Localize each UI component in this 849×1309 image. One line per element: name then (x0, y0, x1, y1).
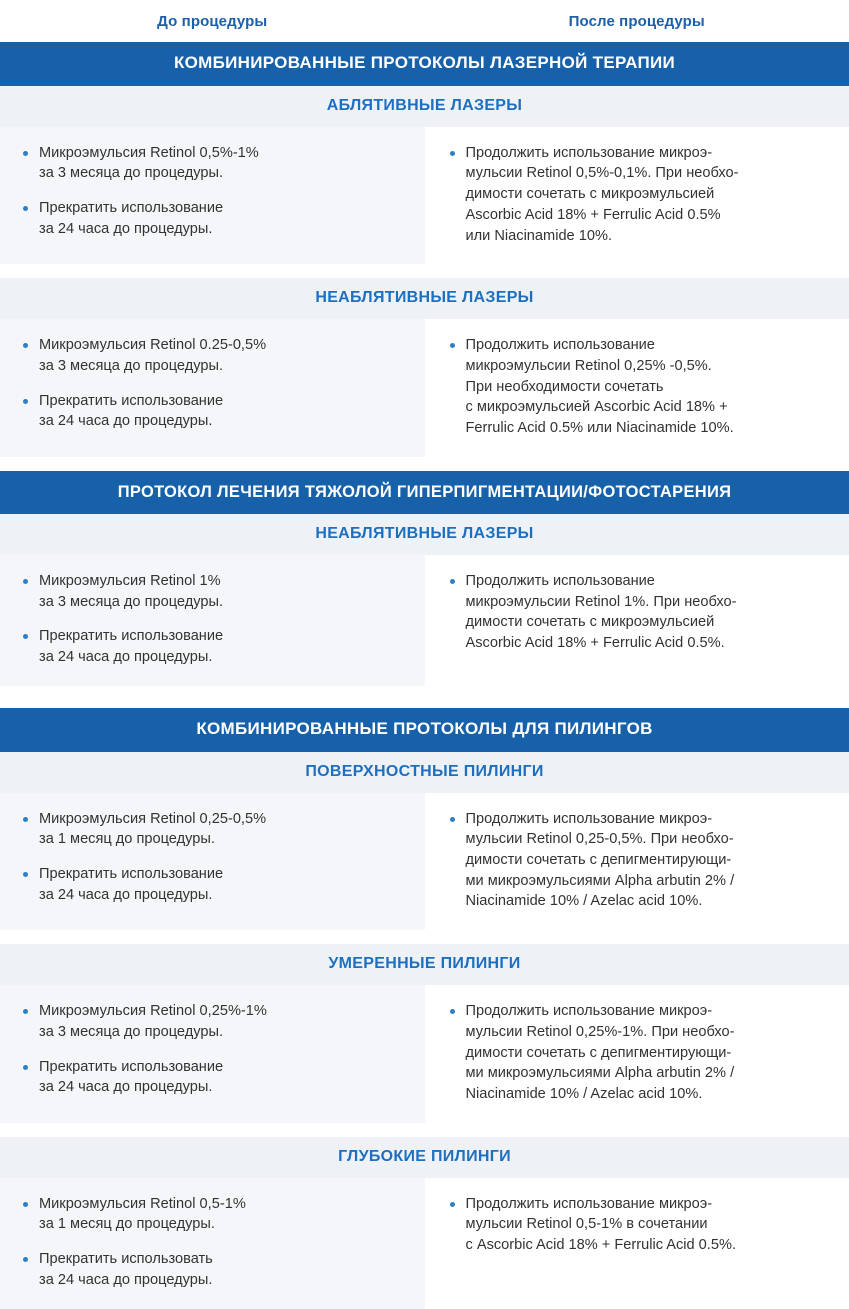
list-item: Прекратить использовать за 24 часа до процедуры. (22, 1249, 407, 1290)
content-band-moderate-peel (0, 985, 849, 1123)
subsection-header-deep-peel: ГЛУБОКИЕ ПИЛИНГИ (0, 1137, 849, 1178)
list-item: Прекратить использование за 24 часа до процедуры. (22, 626, 407, 667)
subsection-header-nonablative-2: НЕАБЛЯТИВНЫЕ ЛАЗЕРЫ (0, 514, 849, 555)
after-column (425, 319, 849, 457)
after-column (425, 793, 849, 931)
after-list (449, 809, 832, 913)
spacer (0, 686, 849, 700)
after-list (449, 1194, 832, 1256)
after-column (425, 985, 849, 1123)
after-list (449, 571, 832, 654)
list-item: Продолжить использование микроэ- мульсии Retinol 0,25-0,5%. При необхо- димости сочетать с депигментирующи- ми микроэмульсиями Alpha arbutin 2% / Niacinamide 10% / Azelac acid 10%. (449, 809, 832, 913)
list-item: Прекратить использование за 24 часа до процедуры. (22, 391, 407, 432)
list-item: Продолжить использование микроэмульсии Retinol 0,25% -0,5%. При необходимости сочетать с микроэмульсией Ascorbic Acid 18% + Ferrulic Acid 0.5% или Niacinamide 10%. (449, 335, 832, 439)
after-column (425, 127, 849, 265)
after-list (449, 143, 832, 247)
section-banner-hyperpigmentation: ПРОТОКОЛ ЛЕЧЕНИЯ ТЯЖОЛОЙ ГИПЕРПИГМЕНТАЦИИ/ФОТОСТАРЕНИЯ (0, 471, 849, 514)
before-column (0, 985, 425, 1123)
after-column (425, 555, 849, 686)
content-band-nonablative-1 (0, 319, 849, 457)
column-header-after: После процедуры (425, 13, 849, 30)
list-item: Микроэмульсия Retinol 0,5-1% за 1 месяц до процедуры. (22, 1194, 407, 1235)
before-list (22, 143, 407, 240)
before-list (22, 335, 407, 432)
before-list (22, 1001, 407, 1098)
content-band-superficial-peel (0, 793, 849, 931)
content-band-ablative (0, 127, 849, 265)
list-item: Продолжить использование микроэмульсии Retinol 1%. При необхо- димости сочетать с микроэмульсией Ascorbic Acid 18% + Ferrulic Acid 0.5%. (449, 571, 832, 654)
after-list (449, 1001, 832, 1105)
list-item: Прекратить использование за 24 часа до процедуры. (22, 864, 407, 905)
before-list (22, 571, 407, 668)
list-item: Прекратить использование за 24 часа до процедуры. (22, 1057, 407, 1098)
spacer (0, 457, 849, 471)
before-column (0, 319, 425, 457)
list-item: Продолжить использование микроэ- мульсии Retinol 0,5-1% в сочетании с Ascorbic Acid 18% + Ferrulic Acid 0.5%. (449, 1194, 832, 1256)
subsection-header-moderate-peel: УМЕРЕННЫЕ ПИЛИНГИ (0, 944, 849, 985)
subsection-header-superficial-peel: ПОВЕРХНОСТНЫЕ ПИЛИНГИ (0, 752, 849, 793)
before-list (22, 809, 407, 906)
before-column (0, 793, 425, 931)
list-item: Прекратить использование за 24 часа до процедуры. (22, 198, 407, 239)
list-item: Продолжить использование микроэ- мульсии Retinol 0,25%-1%. При необхо- димости сочетать с депигментирующи- ми микроэмульсиями Alpha arbutin 2% / Niacinamide 10% / Azelac acid 10%. (449, 1001, 832, 1105)
subsection-header-ablative: АБЛЯТИВНЫЕ ЛАЗЕРЫ (0, 86, 849, 127)
list-item: Микроэмульсия Retinol 1% за 3 месяца до процедуры. (22, 571, 407, 612)
column-header-row (0, 0, 849, 42)
list-item: Продолжить использование микроэ- мульсии Retinol 0,5%-0,1%. При необхо- димости сочетать с микроэмульсией Ascorbic Acid 18% + Ferrulic Acid 0.5% или Niacinamide 10%. (449, 143, 832, 247)
before-column (0, 1178, 425, 1309)
column-header-before: До процедуры (0, 13, 425, 30)
before-column (0, 127, 425, 265)
after-list (449, 335, 832, 439)
spacer (0, 264, 849, 278)
section-banner-peelings: КОМБИНИРОВАННЫЕ ПРОТОКОЛЫ ДЛЯ ПИЛИНГОВ (0, 708, 849, 752)
spacer (0, 1123, 849, 1137)
list-item: Микроэмульсия Retinol 0,25%-1% за 3 месяца до процедуры. (22, 1001, 407, 1042)
subsection-header-nonablative-1: НЕАБЛЯТИВНЫЕ ЛАЗЕРЫ (0, 278, 849, 319)
content-band-nonablative-2 (0, 555, 849, 686)
spacer (0, 930, 849, 944)
before-list (22, 1194, 407, 1291)
content-band-deep-peel (0, 1178, 849, 1309)
before-column (0, 555, 425, 686)
list-item: Микроэмульсия Retinol 0,5%-1% за 3 месяца до процедуры. (22, 143, 407, 184)
section-banner-laser: КОМБИНИРОВАННЫЕ ПРОТОКОЛЫ ЛАЗЕРНОЙ ТЕРАПИИ (0, 42, 849, 86)
list-item: Микроэмульсия Retinol 0.25-0,5% за 3 месяца до процедуры. (22, 335, 407, 376)
after-column (425, 1178, 849, 1309)
spacer (0, 700, 849, 708)
list-item: Микроэмульсия Retinol 0,25-0,5% за 1 месяц до процедуры. (22, 809, 407, 850)
